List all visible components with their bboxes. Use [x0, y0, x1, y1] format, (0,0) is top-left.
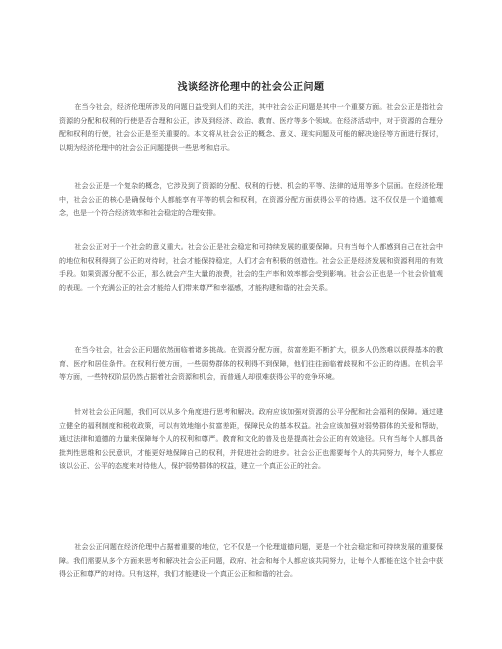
paragraph-significance: 社会公正对于一个社会的意义重大。社会公正是社会稳定和可持续发展的重要保障。只有当每个人都感到自己在社会中的地位和权利得到了公正的对待时，社会才能保持稳定，人们才会有积极的创造性。社会公正是经济发展和资源利用的有效手段。如果资源分配不公正，那么就会产生大量的浪费，社会的生产率和效率都会受到影响。社会公正也是一个社会价值观的表现。一个充满公正的社会才能给人们带来尊严和幸福感，才能构建和谐的社会关系。 [59, 243, 443, 292]
paragraph-solutions: 针对社会公正问题，我们可以从多个角度进行思考和解决。政府应该加强对资源的公平分配和社会福利的保障。通过建立健全的福利制度和税收政策，可以有效地缩小贫富差距，保障民众的基本权益。社会应该加强对弱势群体的关爱和帮助，通过法律和道德的力量来保障每个人的权利和尊严。教育和文化的普及也是提高社会公正的有效途径。只有当每个人都具备批判性思维和公民意识，才能更好地保障自己的权利，并促进社会的进步。社会公正也需要每个人的共同努力，每个人都应该以公正、公平的态度来对待他人，保护弱势群体的权益，建立一个真正公正的社会。 [59, 408, 443, 470]
paragraph-intro: 在当今社会，经济伦理所涉及的问题日益受到人们的关注，其中社会公正问题是其中一个重要方面。社会公正是指社会资源的分配和权利的行使是否合理和公正，涉及到经济、政治、教育、医疗等多个领域。在经济活动中，对于资源的合理分配和权利的行使，社会公正是至关重要的。本文将从社会公正的概念、意义、现实问题及可能的解决途径等方面进行探讨，以期为经济伦理中的社会公正问题提供一些思考和启示。 [59, 103, 443, 152]
paragraph-conclusion: 社会公正问题在经济伦理中占据着重要的地位，它不仅是一个伦理道德问题，更是一个社会稳定和可持续发展的重要保障。我们需要从多个方面来思考和解决社会公正问题，政府、社会和每个人都应该共同努力，让每个人都能在这个社会中获得公正和尊严的对待。只有这样，我们才能建设一个真正公正和和谐的社会。 [59, 543, 443, 578]
document-title: 浅谈经济伦理中的社会公正问题 [177, 82, 325, 93]
paragraph-challenges: 在当今社会，社会公正问题依然面临着诸多挑战。在资源分配方面，贫富差距不断扩大，很多人仍然难以获得基本的教育、医疗和居住条件。在权利行使方面，一些弱势群体的权利得不到保障，他们往往面临着歧视和不公正的待遇。在机会平等方面，一些特权阶层仍然占据着社会资源和机会，而普通人却很难获得公平的竞争环境。 [59, 346, 443, 381]
paragraph-concept: 社会公正是一个复杂的概念，它涉及到了资源的分配、权利的行使、机会的平等、法律的适用等多个层面。在经济伦理中，社会公正的核心是确保每个人都能享有平等的机会和权利，在资源分配方面获得公平的待遇。这不仅仅是一个道德观念，也是一个符合经济效率和社会稳定的合理安排。 [59, 182, 443, 217]
